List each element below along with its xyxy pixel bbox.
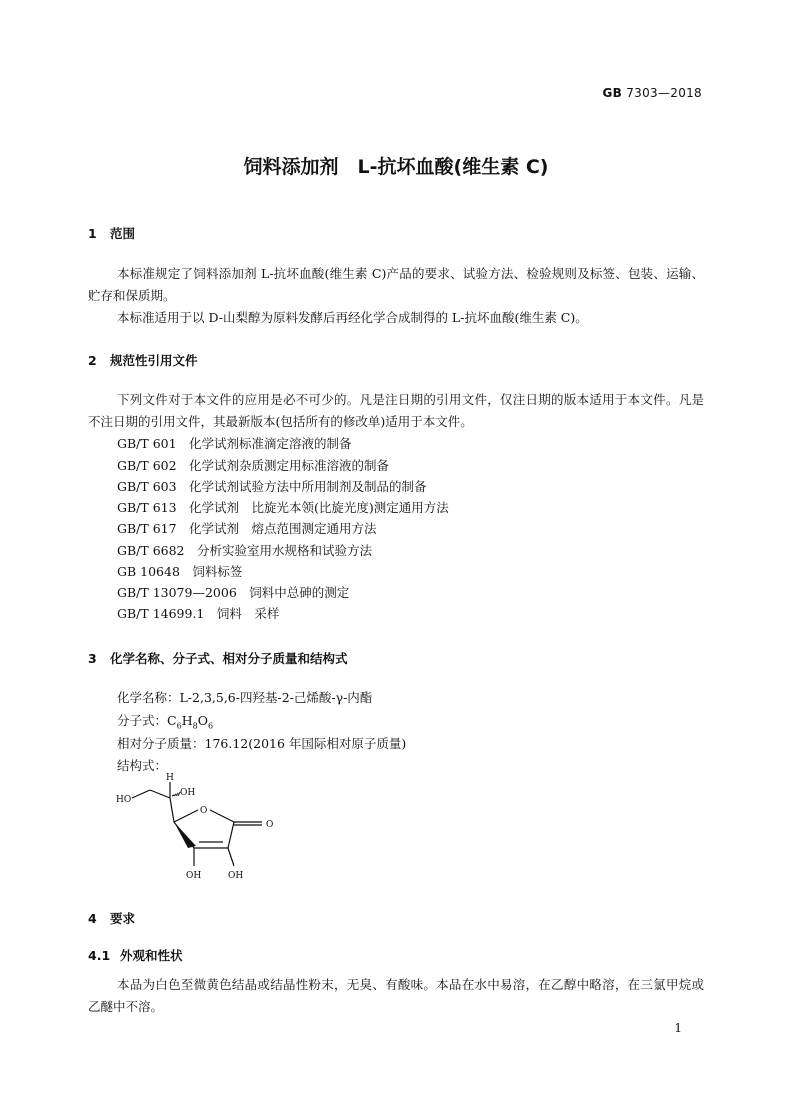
section-4-1-para: 本品为白色至微黄色结晶或结晶性粉末，无臭、有酸味。本品在水中易溶，在乙醇中略溶，在三氯甲烷或乙醚中不溶。	[88, 977, 704, 1014]
section-2-heading: 2 规范性引用文件	[88, 353, 198, 368]
section-2-para-1: 下列文件对于本文件的应用是必不可少的。凡是注日期的引用文件，仅注日期的版本适用于本文件。凡是不注日期的引用文件，其最新版本(包括所有的修改单)适用于本文件。	[88, 392, 704, 429]
reference-item: GB/T 14699.1 饲料 采样	[117, 606, 280, 621]
molecular-mass: 相对分子质量：176.12(2016 年国际相对原子质量)	[117, 736, 407, 751]
reference-item: GB/T 617 化学试剂 熔点范围测定通用方法	[117, 521, 377, 536]
page-number: 1	[674, 1021, 682, 1035]
document-title: 饲料添加剂 L-抗坏血酸(维生素 C)	[243, 156, 549, 178]
ho-left-label: HO	[116, 795, 132, 805]
reference-item: GB/T 613 化学试剂 比旋光本领(比旋光度)测定通用方法	[117, 500, 449, 515]
oh-top-label: OH	[180, 788, 196, 798]
section-1-para-2: 本标准适用于以 D-山梨醇为原料发酵后再经化学合成制得的 L-抗坏血酸(维生素 C)。	[117, 310, 588, 325]
oh-bottom-left-label: OH	[186, 871, 202, 881]
reference-item: GB 10648 饲料标签	[117, 564, 243, 579]
reference-item: GB/T 6682 分析实验室用水规格和试验方法	[117, 543, 373, 558]
oh-bottom-right-label: OH	[228, 871, 244, 881]
section-3-heading: 3 化学名称、分子式、相对分子质量和结构式	[88, 651, 348, 666]
reference-item: GB/T 602 化学试剂杂质测定用标准溶液的制备	[117, 458, 390, 473]
reference-item: GB/T 601 化学试剂标准滴定溶液的制备	[117, 436, 352, 451]
h-atom-label: H	[166, 773, 174, 783]
ring-oxygen-label: O	[200, 806, 208, 816]
section-4-1-heading: 4.1 外观和性状	[88, 948, 183, 963]
standard-code: GB 7303—2018	[602, 86, 702, 100]
molecular-formula: 分子式：$C_6H_8O_6$	[117, 713, 214, 731]
reference-item: GB/T 13079—2006 饲料中总砷的测定	[117, 585, 350, 600]
chemical-name: 化学名称：L-2,3,5,6-四羟基-2-己烯酸-γ-内酯	[117, 690, 373, 705]
structure-label: 结构式：	[117, 758, 168, 773]
section-1-heading: 1 范围	[88, 226, 136, 241]
reference-item: GB/T 603 化学试剂试验方法中所用制剂及制品的制备	[117, 479, 427, 494]
structural-formula	[110, 770, 300, 890]
carbonyl-oxygen-label: O	[266, 820, 274, 830]
section-1-para-1: 本标准规定了饲料添加剂 L-抗坏血酸(维生素 C)产品的要求、试验方法、检验规则及标签、包装、运输、贮存和保质期。	[88, 266, 704, 303]
section-4-heading: 4 要求	[88, 911, 136, 926]
